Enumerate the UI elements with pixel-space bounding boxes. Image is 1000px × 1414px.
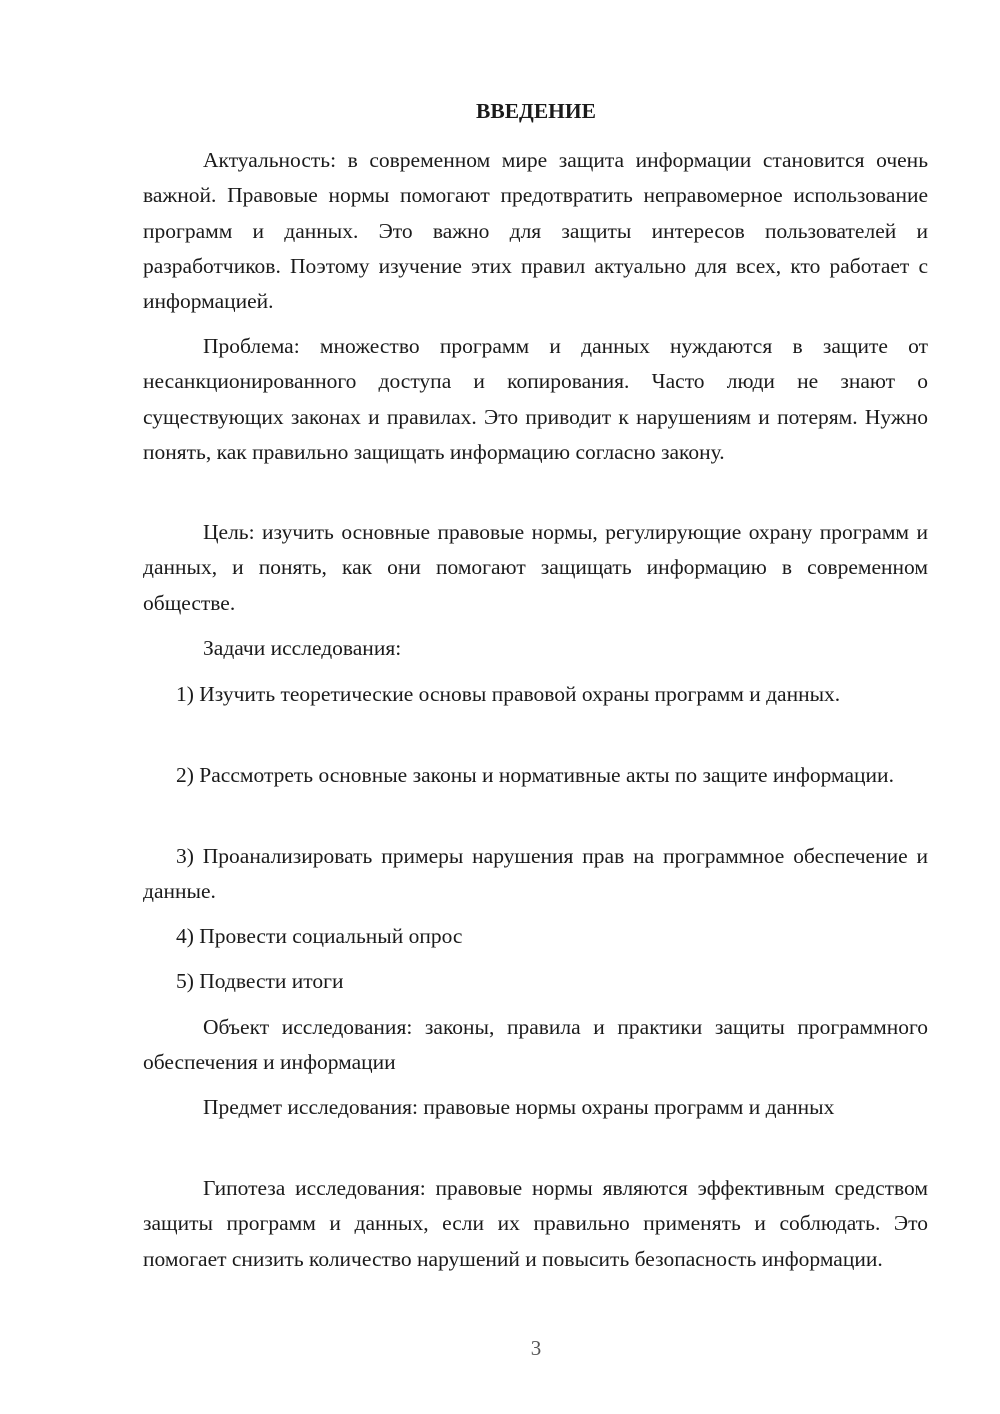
object-paragraph: Объект исследования: законы, правила и практики защиты программного обеспечения и информации xyxy=(143,1015,928,1075)
subject-paragraph: Предмет исследования: правовые нормы охраны программ и данных xyxy=(203,1095,835,1119)
hypothesis-paragraph: Гипотеза исследования: правовые нормы являются эффективным средством защиты программ и данных, если их правильно применять и соблюдать. Это помогает снизить количество нарушений и повысить безопасность информации. xyxy=(143,1176,928,1271)
task-item-3: 3) Проанализировать примеры нарушения прав на программное обеспечение и данные. xyxy=(143,844,928,904)
goal-paragraph: Цель: изучить основные правовые нормы, регулирующие охрану программ и данных, и понять, как они помогают защищать информацию в современном обществе. xyxy=(143,520,928,615)
page-number: 3 xyxy=(530,1336,542,1360)
tasks-heading: Задачи исследования: xyxy=(203,636,402,660)
page-title: ВВЕДЕНИЕ xyxy=(476,99,596,123)
task-item-4: 4) Провести социальный опрос xyxy=(176,924,463,948)
task-item-5: 5) Подвести итоги xyxy=(176,969,344,993)
task-item-1: 1) Изучить теоретические основы правовой охраны программ и данных. xyxy=(176,682,841,706)
relevance-paragraph: Актуальность: в современном мире защита информации становится очень важной. Правовые нормы помогают предотвратить неправомерное использование программ и данных. Это важно для защиты интересов пользователей и разработчиков. Поэтому изучение этих правил актуально для всех, кто работает с информацией. xyxy=(143,148,928,314)
task-item-2: 2) Рассмотреть основные законы и нормативные акты по защите информации. xyxy=(176,763,894,787)
problem-paragraph: Проблема: множество программ и данных нуждаются в защите от несанкционированного доступа и копирования. Часто люди не знают о существующих законах и правилах. Это приводит к нарушениям и потерям. Нужно понять, как правильно защищать информацию согласно закону. xyxy=(143,334,928,464)
